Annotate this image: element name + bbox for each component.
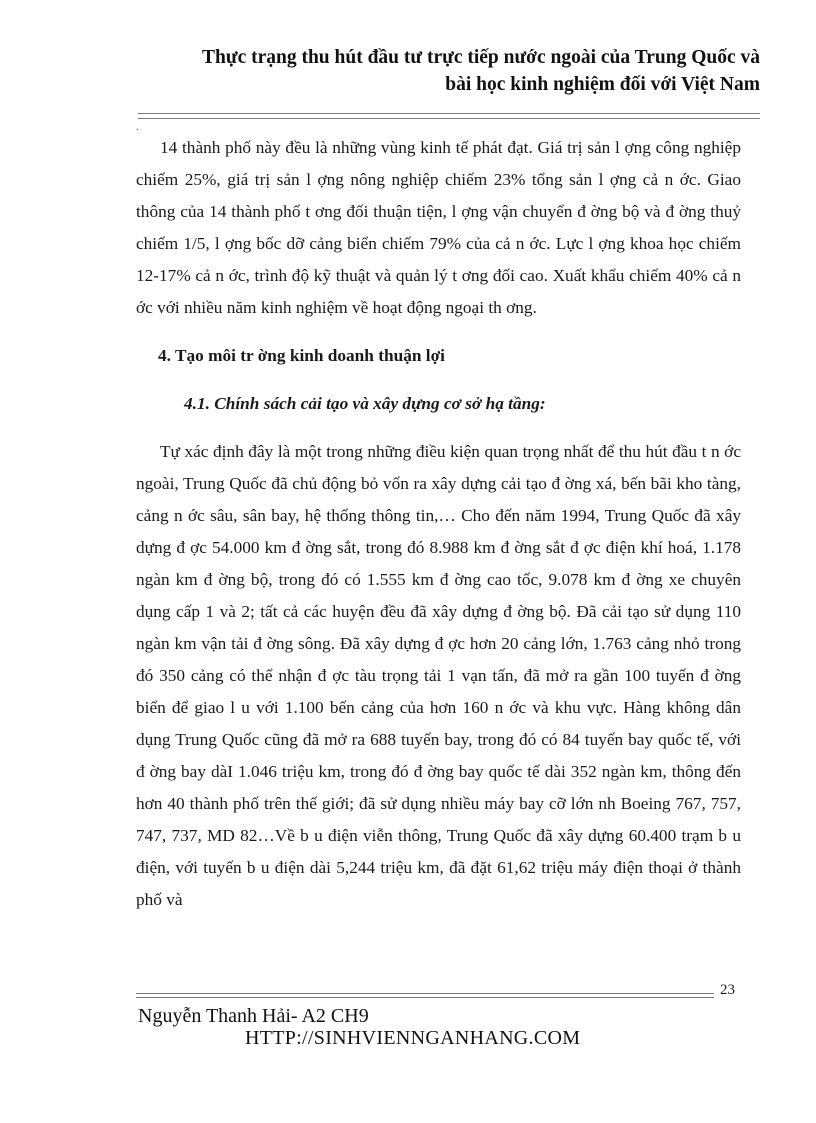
subsection-heading-4-1: 4.1. Chính sách cải tạo và xây dựng cơ sở hạ tầng: [184, 394, 546, 413]
running-header [110, 44, 760, 98]
footer-divider [136, 993, 714, 998]
body-paragraph-2: Tự xác định đây là một trong những điều kiện quan trọng nhất để thu hút đầu t n ớc ngoài, Trung Quốc đã chủ động bỏ vốn ra xây dựng cải tạo đ ờng xá, bến bãi kho tàng, cảng n ớc sâu, sân bay, hệ thống thông tin,… Cho đến năm 1994, Trung Quốc đã xây dựng đ ợc 54.000 km đ ờng sắt, trong đó 8.988 km đ ờng sắt đ ợc điện khí hoá, 1.178 ngàn km đ ờng bộ, trong đó có 1.555 km đ ờng cao tốc, 9.078 km đ ờng xe chuyên dụng cấp 1 và 2; tất cả các huyện đều đã xây dựng đ ờng bộ. Đã cải tạo sử dụng 110 ngàn km vận tải đ ờng sông. Đã xây dựng đ ợc hơn 20 cảng lớn, 1.763 cảng nhỏ trong đó 350 cảng có thể nhận đ ợc tàu trọng tải 1 vạn tấn, đã mở ra gần 100 tuyến đ ờng biển để giao l u với 1.100 bến cảng của hơn 160 n ớc và khu vực. Hàng không dân dụng Trung Quốc cũng đã mở ra 688 tuyến bay, trong đó có 84 tuyến bay quốc tế, với đ ờng bay dàI 1.046 triệu km, trong đó đ ờng bay quốc tế dài 352 ngàn km, thông đến hơn 40 thành phố trên thế giới; đã sử dụng nhiều máy bay cỡ lớn nh Boeing 767, 757, 747, 737, MD 82…Về b u điện viễn thông, Trung Quốc đã xây dựng 60.400 trạm b u điện, với tuyến b u điện dài 5,244 triệu km, đã đặt 61,62 triệu máy điện thoại ở thành phố và [136, 442, 741, 909]
header-divider [138, 113, 760, 119]
footer-website: HTTP://SINHVIENNGANHANG.COM [245, 1027, 581, 1049]
header-title-line-1: Thực trạng thu hút đầu tư trực tiếp nước ngoài của Trung Quốc và [202, 47, 760, 68]
footer-author: Nguyễn Thanh Hải- A2 CH9 [138, 1005, 369, 1027]
header-rule-mark: . [136, 122, 139, 133]
page-number: 23 [720, 982, 735, 998]
body-paragraph-1: 14 thành phố này đều là những vùng kinh tế phát đạt. Giá trị sản l ợng công nghiệp chiếm 25%, giá trị sản l ợng nông nghiệp chiếm 23% tổng sản l ợng cả n ớc. Giao thông của 14 thành phố t ơng đối thuận tiện, l ợng vận chuyển đ ờng bộ và đ ờng thuỷ chiếm 1/5, l ợng bốc dỡ cảng biển chiếm 79% của cả n ớc. Lực l ợng khoa học chiếm 12-17% cả n ớc, trình độ kỹ thuật và quản lý t ơng đối cao. Xuất khẩu chiếm 40% cả n ớc với nhiều năm kinh nghiệm về hoạt động ngoại th ơng. [136, 138, 741, 317]
section-heading-4: 4. Tạo môi tr ờng kinh doanh thuận lợi [158, 346, 445, 365]
header-title-line-2: bài học kinh nghiệm đối với Việt Nam [445, 74, 760, 95]
page-body [136, 132, 741, 916]
